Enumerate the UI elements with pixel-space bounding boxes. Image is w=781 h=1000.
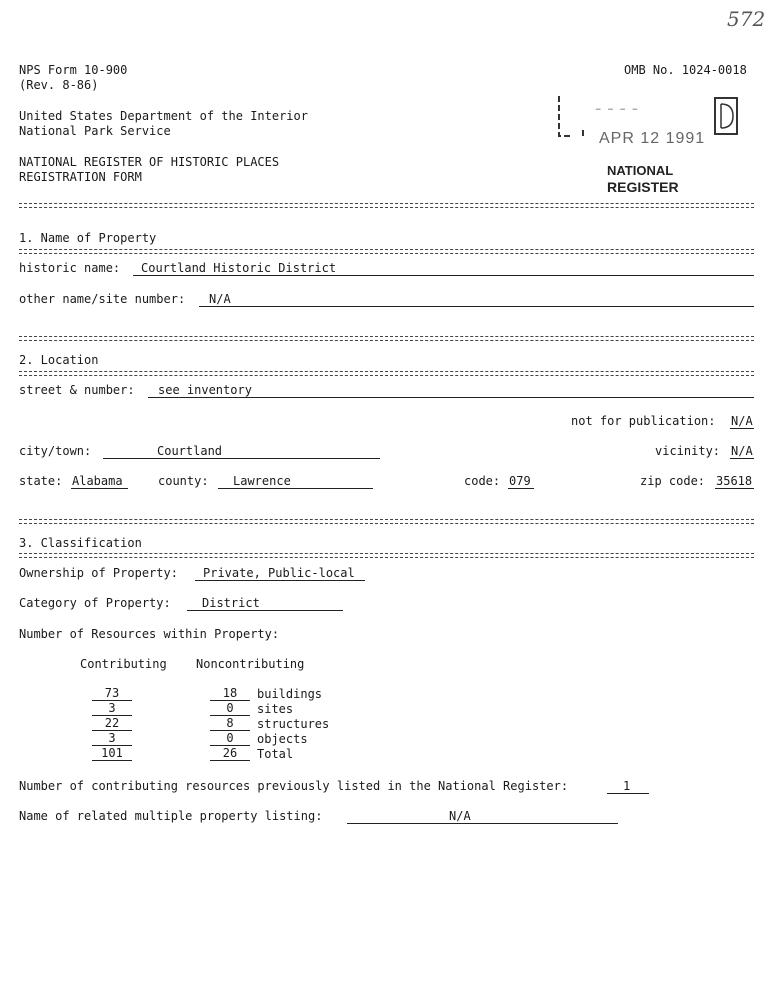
previously-listed-field[interactable] [607,778,649,794]
multiple-listing-value: N/A [449,809,471,823]
city-label: city/town: [19,444,92,458]
vicinity-label: vicinity: [655,444,721,458]
svg-text:- - - -: - - - - [595,98,639,119]
resource-type-label: structures [257,717,330,731]
category-value: District [202,596,260,610]
historic-name-value: Courtland Historic District [141,261,337,275]
handwritten-note: 572 [727,7,766,31]
omb-number: OMB No. 1024-0018 [624,63,747,77]
resource-count-table [0,686,400,766]
contributing-count[interactable]: 3 [92,701,132,716]
section3-heading: 3. Classification [19,536,142,550]
multiple-listing-field[interactable] [347,808,618,824]
section-separator [19,249,754,254]
previously-listed-value: 1 [623,779,631,793]
ownership-label: Ownership of Property: [19,566,178,580]
previously-listed-label: Number of contributing resources previously listed in the National Register: [19,779,569,793]
resource-row-structures [0,716,400,731]
resources-label: Number of Resources within Property: [19,627,280,641]
code-value: 079 [509,474,531,488]
ownership-field[interactable] [195,565,365,581]
county-value: Lawrence [233,474,291,488]
resource-type-label: Total [257,747,294,761]
historic-name-label: historic name: [19,261,121,275]
section-separator [19,336,754,341]
contributing-count[interactable]: 22 [92,716,132,731]
section2-heading: 2. Location [19,353,99,367]
stamp-date: APR 12 1991 [599,130,706,147]
state-value: Alabama [72,474,123,488]
city-value: Courtland [157,444,223,458]
street-value: see inventory [158,383,252,397]
noncontributing-count[interactable]: 0 [210,701,250,716]
multiple-listing-label: Name of related multiple property listing: [19,809,323,823]
form-number: NPS Form 10-900 [19,63,128,77]
city-field[interactable] [103,443,380,459]
zip-field[interactable] [715,473,754,489]
vicinity-field[interactable] [730,443,754,459]
ownership-value: Private, Public-local [203,566,355,580]
state-label: state: [19,474,63,488]
street-field[interactable] [148,382,754,398]
other-name-field[interactable] [199,291,754,307]
contributing-count[interactable]: 3 [92,731,132,746]
stamp-register: REGISTER [607,179,679,195]
resource-type-label: buildings [257,687,323,701]
section-separator [19,553,754,558]
resource-row-sites [0,701,400,716]
zip-value: 35618 [716,474,753,488]
street-label: street & number: [19,383,135,397]
section-separator [19,371,754,376]
form-revision: (Rev. 8-86) [19,78,99,92]
not-for-publication-value: N/A [731,414,753,428]
county-field[interactable] [218,473,373,489]
contributing-header: Contributing [80,657,167,671]
resource-type-label: objects [257,732,308,746]
vicinity-value: N/A [731,444,753,458]
received-stamp [555,92,741,198]
code-label: code: [464,474,501,488]
section-separator [19,519,754,524]
noncontributing-header: Noncontributing [196,657,305,671]
section1-heading: 1. Name of Property [19,231,157,245]
form-subtitle: REGISTRATION FORM [19,170,142,184]
county-label: county: [158,474,209,488]
zip-label: zip code: [640,474,706,488]
noncontributing-total[interactable]: 26 [210,746,250,761]
noncontributing-count[interactable]: 0 [210,731,250,746]
contributing-count[interactable]: 73 [92,686,132,701]
code-field[interactable] [508,473,534,489]
other-name-value: N/A [209,292,231,306]
not-for-publication-label: not for publication: [571,414,716,428]
historic-name-field[interactable] [133,260,754,276]
category-label: Category of Property: [19,596,171,610]
noncontributing-count[interactable]: 8 [210,716,250,731]
service-name: National Park Service [19,124,171,138]
not-for-publication-field[interactable] [730,413,754,429]
state-field[interactable] [71,473,128,489]
resource-row-objects [0,731,400,746]
resource-row-total [0,746,400,761]
contributing-total[interactable]: 101 [92,746,132,761]
form-title: NATIONAL REGISTER OF HISTORIC PLACES [19,155,280,169]
resource-type-label: sites [257,702,294,716]
resource-row-buildings [0,686,400,701]
category-field[interactable] [187,595,343,611]
noncontributing-count[interactable]: 18 [210,686,250,701]
stamp-national: NATIONAL [607,163,674,178]
department-name: United States Department of the Interior [19,109,308,123]
other-name-label: other name/site number: [19,292,186,306]
section-separator [19,203,754,208]
